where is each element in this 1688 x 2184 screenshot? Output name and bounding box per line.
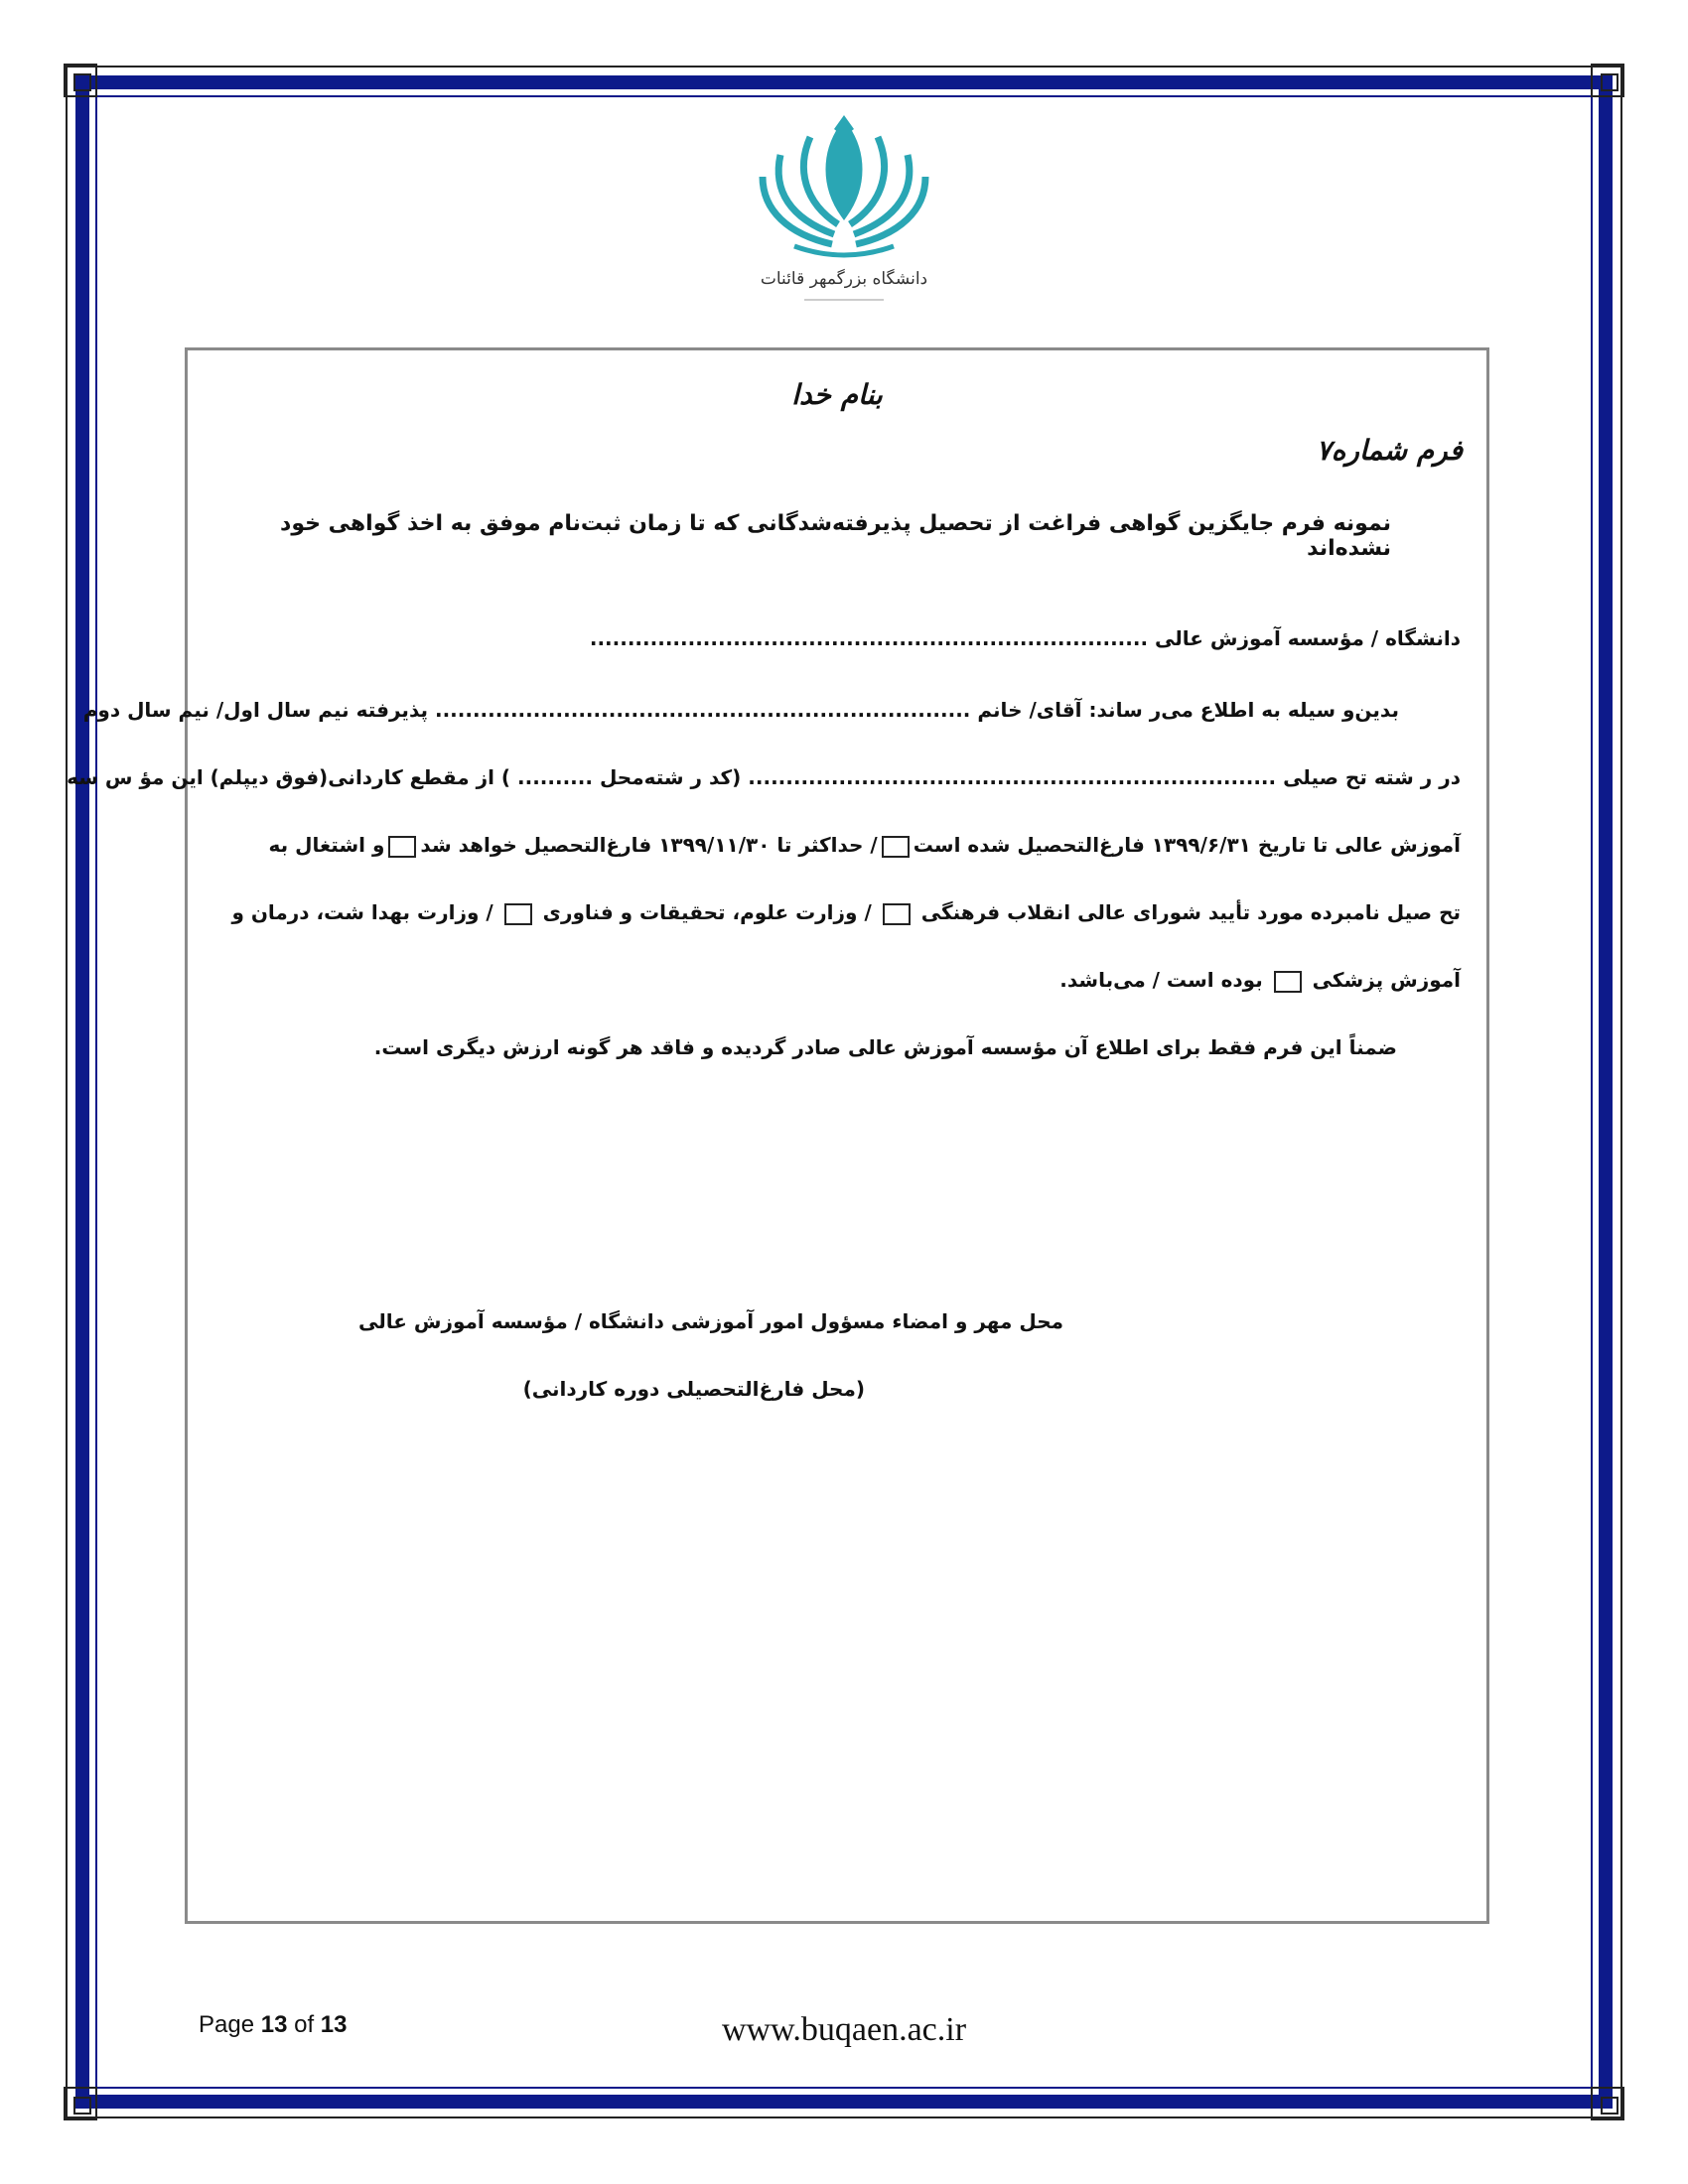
body-line-4-text-b: / وزارت علوم، تحقیقات و فناوری <box>542 900 872 924</box>
body-line-4-text-c: / وزارت بهدا شت، درمان و <box>231 900 493 924</box>
body-line-3-text-b: / حداکثر تا ۱۳۹۹/۱۱/۳۰ فارغ‌التحصیل خواهد شد <box>420 833 878 857</box>
page-current: 13 <box>260 2011 288 2038</box>
body-line-5-text-b: بوده است / می‌باشد. <box>1059 968 1263 992</box>
body-line-2: در ر شته تح صیلی ...................................................................... (کد ر شته‌محل .......... ) از مقطع کاردانی(فوق دیپلم) این مؤ س سه <box>67 765 1461 789</box>
body-line-3 <box>269 833 1461 858</box>
will-graduate-checkbox[interactable] <box>388 836 416 858</box>
science-ministry-checkbox[interactable] <box>504 903 532 925</box>
cultural-council-checkbox[interactable] <box>883 903 911 925</box>
frame-corner-top-right <box>1591 64 1624 97</box>
body-line-4 <box>231 900 1461 925</box>
note-line: ضمناً این فرم فقط برای اطلاع آن مؤسسه آموزش عالی صادر گردیده و فاقد هر گونه ارزش دیگری است. <box>373 1035 1397 1059</box>
form-title: نمونه فرم جایگزین گواهی فراغت از تحصیل پذیرفته‌شدگانی که تا زمان ثبت‌نام موفق به اخذ گواهی خود نشده‌اند <box>280 511 1391 561</box>
form-number: فرم شماره۷ <box>1316 434 1463 467</box>
frame-corner-top-left <box>64 64 97 97</box>
body-line-3-text-c: و اشتغال به <box>268 833 385 857</box>
form-content-box <box>67 347 1489 1924</box>
frame-corner-bottom-left <box>64 2087 97 2120</box>
university-logo <box>755 107 933 318</box>
body-line-5-text-a: آموزش پزشکی <box>1312 968 1461 992</box>
page-total: 13 <box>320 2011 348 2038</box>
bismillah-heading: بنام خدا <box>791 378 883 411</box>
page-of: of <box>294 2011 315 2038</box>
body-line-1: بدین‌و سیله به اطلاع می‌ر ساند: آقای/ خانم ....................................................................... پذیرفته نیم سال اول/ نیم سال دوم <box>82 698 1399 722</box>
frame-corner-bottom-right <box>1591 2087 1624 2120</box>
body-line-4-text-a: تح صیل نامبرده مورد تأیید شورای عالی انقلاب فرهنگی <box>920 900 1461 924</box>
signature-line-2: (محل فارغ‌التحصیلی دوره کاردانی) <box>522 1377 865 1401</box>
graduated-checkbox[interactable] <box>882 836 910 858</box>
page-label: Page <box>199 2011 255 2038</box>
body-line-3-text-a: آموزش عالی تا تاریخ ۱۳۹۹/۶/۳۱ فارغ‌التحصیل شده است <box>913 833 1461 857</box>
body-line-5 <box>1059 968 1461 993</box>
health-ministry-checkbox[interactable] <box>1274 971 1302 993</box>
signature-line-1: محل مهر و امضاء مسؤول امور آموزشی دانشگاه / مؤسسه آموزش عالی <box>357 1309 1063 1333</box>
lotus-logo-icon <box>755 107 933 318</box>
website-url: www.buqaen.ac.ir <box>721 2011 967 2048</box>
university-line: دانشگاه / مؤسسه آموزش عالی .......................................................................... <box>589 626 1461 650</box>
logo-caption: دانشگاه بزرگمهر قائنات <box>760 269 928 289</box>
